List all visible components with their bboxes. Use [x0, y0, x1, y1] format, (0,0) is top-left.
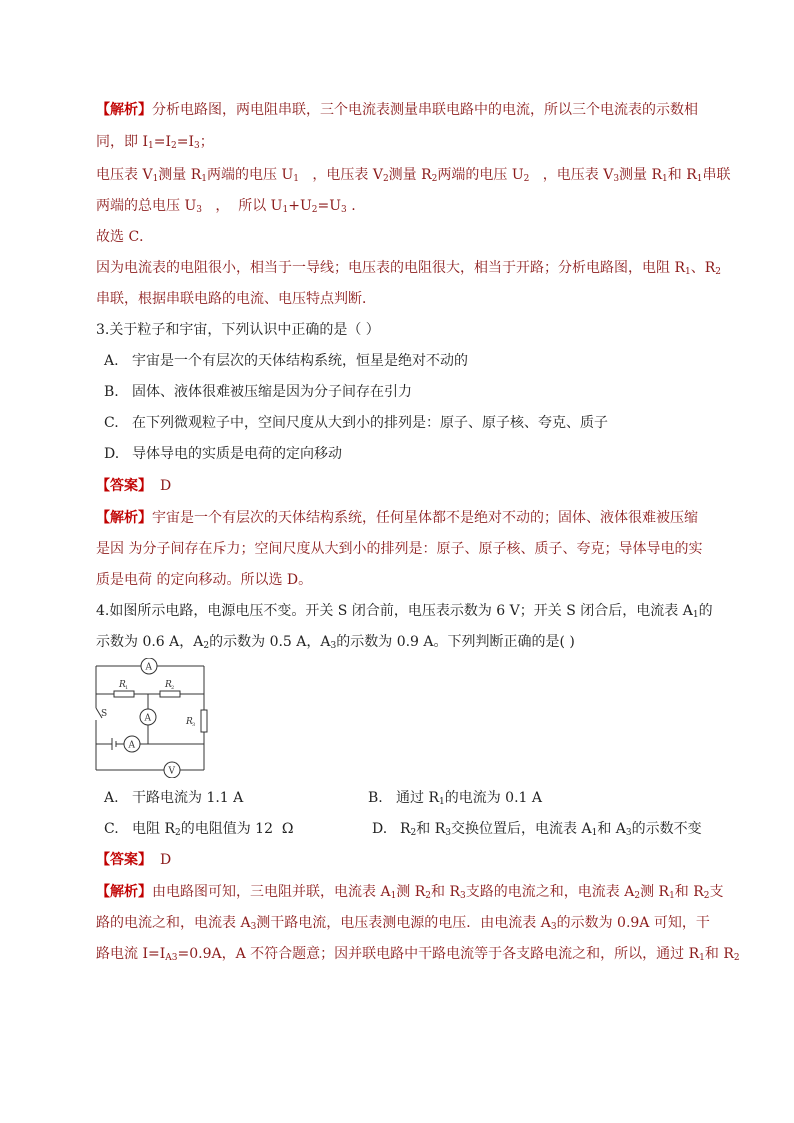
- voltmeter-v-label: V: [168, 766, 175, 777]
- q4-analysis-line2: 路的电流之和，电流表 $A_3$测干路电流，电压表测电源的电压．由电流表 $A_3$的示数为 0.9A 可知，干: [96, 915, 710, 932]
- q4-analysis-line3: 路电流 $I=I_{A3}=0.9A$，A 不符合题意；因并联电路中干路电流等于各支路电流之和，所以，通过 $R_1$和 $R_2$: [96, 946, 740, 963]
- analysis1-line3: 电压表 $V_1$测量 $R_1$两端的电压 $U_1$ ，电压表 $V_2$测量 $R_2$两端的电压 $U_2$ ，电压表 $V_3$测量 $R_1$和 $R_1$串联: [96, 167, 731, 184]
- q4-option-d: D. $R_2$和 $R_3$交换位置后，电流表 $A_1$和 $A_3$的示数不变: [372, 821, 702, 838]
- analysis1-line1: 【解析】分析电路图，两电阻串联，三个电流表测量串联电路中的电流，所以三个电流表的示数相: [96, 102, 698, 118]
- analysis1-line2: 同，即 $I_1=I_2=I_3$；: [96, 134, 214, 151]
- svg-text:1: 1: [125, 685, 129, 691]
- analysis1-line7: 串联，根据串联电路的电流、电压特点判断．: [96, 291, 376, 307]
- analysis1-line4: 两端的总电压 $U_3$ ， 所以 $U_1+U_2=U_3$ .: [96, 198, 356, 215]
- ammeter-a-bottom-label: A: [128, 740, 135, 751]
- q3-analysis-line2: 是因 为分子间存在斥力；空间尺度从大到小的排列是：原子、原子核、质子、夸克；导体导电的实: [96, 541, 703, 557]
- q3-analysis-line1: 【解析】宇宙是一个有层次的天体结构系统，任何星体都不是绝对不动的；固体、液体很难被压缩: [96, 510, 698, 526]
- q3-analysis-line3: 质是电荷 的定向移动。所以选 D。: [96, 572, 313, 588]
- switch-s-label: S: [101, 709, 108, 719]
- ammeter-a-mid-label: A: [144, 713, 151, 724]
- q4-answer: 【答案】 D: [96, 852, 172, 868]
- svg-text:2: 2: [171, 685, 175, 691]
- ammeter-a-top-label: A: [145, 662, 152, 673]
- circuit-diagram: [92, 658, 212, 778]
- question3-stem: 3.关于粒子和宇宙，下列认识中正确的是（ ）: [96, 322, 380, 338]
- analysis1-line5: 故选 C．: [96, 229, 154, 245]
- svg-text:3: 3: [192, 722, 196, 728]
- r3-label: R: [186, 717, 193, 727]
- q3-option-c: C. 在下列微观粒子中，空间尺度从大到小的排列是：原子、原子核、夸克、质子: [104, 415, 608, 431]
- q4-option-b: B. 通过 $R_1$的电流为 0.1 A: [368, 790, 543, 807]
- analysis1-line6: 因为电流表的电阻很小，相当于一导线；电压表的电阻很大，相当于开路；分析电路图，电阻 $R_1$、$R_2$: [96, 260, 722, 277]
- r1-label: R: [119, 680, 126, 690]
- q3-answer: 【答案】 D: [96, 478, 172, 494]
- q4-option-c: C. 电阻 $R_2$的电阻值为 12 Ω: [104, 821, 294, 838]
- q4-option-a: A. 干路电流为 1.1 A: [104, 790, 244, 806]
- question4-stem-line2: 示数为 0.6 A，$A_2$的示数为 0.5 A，$A_3$的示数为 0.9 A。下列判断正确的是( ): [96, 634, 575, 651]
- q3-option-d: D. 导体导电的实质是电荷的定向移动: [104, 446, 342, 462]
- r2-label: R: [165, 680, 172, 690]
- q3-option-a: A. 宇宙是一个有层次的天体结构系统，恒星是绝对不动的: [104, 353, 468, 369]
- q3-option-b: B. 固体、液体很难被压缩是因为分子间存在引力: [104, 384, 412, 400]
- analysis-tag: 【解析】: [96, 102, 152, 118]
- question4-stem-line1: 4.如图所示电路，电源电压不变。开关 S 闭合前，电压表示数为 6 V；开关 S 闭合后，电流表 $A_1$的: [96, 603, 713, 620]
- q4-analysis-line1: 【解析】由电路图可知，三电阻并联，电流表 $A_1$测 $R_2$和 $R_3$支路的电流之和，电流表 $A_2$测 $R_1$和 $R_2$支: [96, 884, 724, 901]
